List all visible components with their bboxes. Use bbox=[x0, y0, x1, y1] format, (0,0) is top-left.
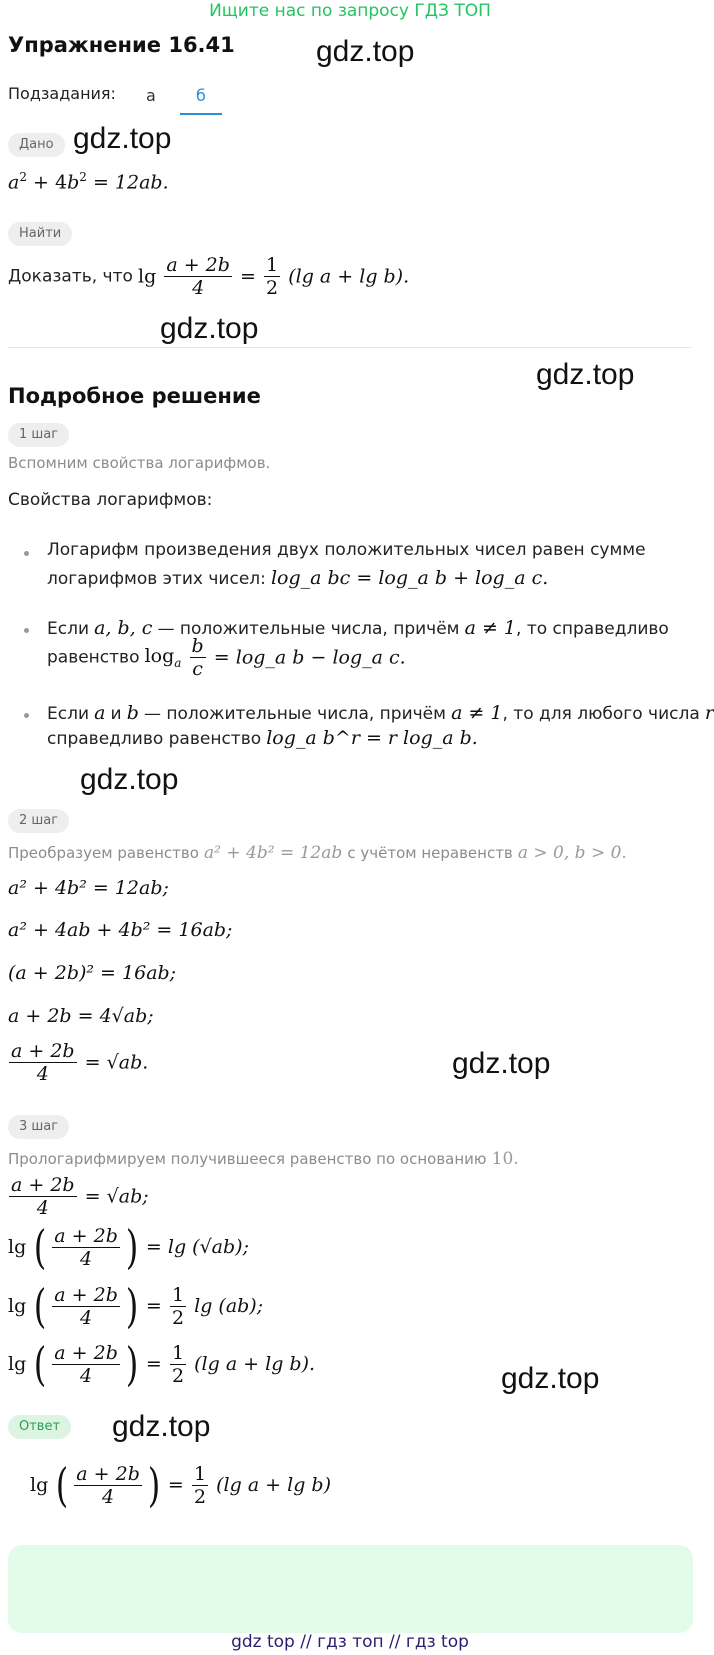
equals: = bbox=[145, 1353, 162, 1375]
fraction bbox=[9, 1040, 77, 1085]
var: a bbox=[94, 702, 106, 724]
denominator: 2 bbox=[266, 277, 279, 299]
given-equation bbox=[8, 170, 169, 193]
step3-intro bbox=[8, 1149, 519, 1169]
denominator: 2 bbox=[171, 1306, 185, 1329]
watermark: gdz.top bbox=[536, 358, 635, 391]
rhs: = lg (√ab); bbox=[145, 1236, 249, 1258]
text: Преобразуем равенство bbox=[8, 844, 199, 862]
bullet3-line1 bbox=[47, 702, 714, 724]
step2-badge: 2 шаг bbox=[8, 809, 69, 833]
denominator: 4 bbox=[36, 1197, 49, 1219]
text: , то справедливо bbox=[516, 619, 669, 639]
text: с учётом неравенств bbox=[347, 844, 513, 862]
vars: a, b, c bbox=[94, 617, 153, 639]
step2-line3: (a + 2b)² = 16ab; bbox=[8, 962, 177, 984]
step2-line4: a + 2b = 4√ab; bbox=[8, 1005, 154, 1027]
watermark: gdz.top bbox=[73, 122, 172, 155]
numerator: a + 2b bbox=[54, 1283, 118, 1306]
answer-badge: Ответ bbox=[8, 1415, 71, 1439]
step1-badge: 1 шаг bbox=[8, 423, 69, 447]
lg: lg bbox=[8, 1236, 27, 1258]
base: 10. bbox=[491, 1149, 519, 1169]
text: Если bbox=[47, 704, 90, 724]
watermark: gdz.top bbox=[112, 1410, 211, 1443]
var: r bbox=[704, 702, 714, 724]
denominator: 2 bbox=[193, 1485, 207, 1508]
numerator: a + 2b bbox=[54, 1224, 118, 1247]
paren: ) bbox=[125, 1337, 139, 1391]
half-fraction bbox=[192, 1463, 208, 1508]
numerator: a + 2b bbox=[11, 1174, 75, 1196]
half-fraction bbox=[170, 1342, 186, 1387]
numerator: 1 bbox=[171, 1341, 185, 1364]
step1-intro: Вспомним свойства логарифмов. bbox=[8, 454, 271, 472]
answer-rest: (lg a + lg b) bbox=[216, 1474, 331, 1496]
numerator: a + 2b bbox=[11, 1040, 75, 1062]
lg: lg bbox=[138, 265, 157, 288]
paren: ( bbox=[34, 1279, 47, 1333]
subtasks-label: Подзадания: bbox=[8, 84, 116, 103]
watermark: gdz.top bbox=[160, 312, 259, 345]
var: b bbox=[126, 702, 139, 724]
rhs: = 12ab. bbox=[92, 171, 169, 194]
var: b bbox=[67, 171, 80, 194]
find-rest: (lg a + lg b). bbox=[288, 265, 410, 288]
numerator: 1 bbox=[266, 254, 279, 276]
step3-line3 bbox=[8, 1279, 264, 1333]
denominator: 4 bbox=[36, 1063, 49, 1085]
bullet3-line2 bbox=[47, 727, 478, 749]
find-prefix: Доказать, что bbox=[8, 266, 133, 287]
half-fraction bbox=[170, 1284, 186, 1329]
text: Если bbox=[47, 619, 90, 639]
rhs: = √ab. bbox=[84, 1051, 149, 1074]
bullet1-text: логарифмов этих чисел: bbox=[47, 569, 266, 589]
page-title: Упражнение 16.41 bbox=[8, 33, 235, 57]
numerator: a + 2b bbox=[166, 254, 230, 276]
half-fraction bbox=[264, 254, 280, 299]
lg: lg bbox=[30, 1474, 49, 1496]
text: — положительные числа, причём bbox=[157, 619, 460, 639]
fraction bbox=[9, 1174, 77, 1219]
rhs: = √ab; bbox=[84, 1185, 149, 1208]
denominator: c bbox=[192, 658, 203, 680]
step2-line5 bbox=[6, 1040, 148, 1085]
plus-term: + 4 bbox=[33, 171, 68, 194]
answer-formula bbox=[30, 1458, 331, 1512]
bullet2-line2 bbox=[47, 635, 406, 680]
neq: a ≠ 1 bbox=[451, 702, 503, 724]
formula: log_a b^r = r log_a b. bbox=[266, 727, 478, 749]
bullet-dot bbox=[24, 551, 29, 556]
footer-links[interactable]: gdz top // гдз топ // гдз top bbox=[231, 1632, 469, 1652]
exponent: 2 bbox=[19, 170, 27, 184]
text: равенство bbox=[47, 647, 140, 668]
divider bbox=[8, 347, 692, 348]
denominator: 4 bbox=[192, 277, 205, 299]
paren: ( bbox=[34, 1220, 47, 1274]
rhs: (lg a + lg b). bbox=[194, 1353, 316, 1375]
text: , то для любого числа bbox=[502, 704, 700, 724]
solution-heading: Подробное решение bbox=[8, 384, 261, 408]
answer-box bbox=[8, 1545, 693, 1633]
denominator: 4 bbox=[102, 1485, 115, 1508]
paren: ) bbox=[125, 1220, 139, 1274]
text: справедливо равенство bbox=[47, 729, 262, 749]
exponent: 2 bbox=[79, 170, 87, 184]
paren: ( bbox=[56, 1458, 69, 1512]
lg: lg bbox=[8, 1353, 27, 1375]
bullet1-line1: Логарифм произведения двух положительных чисел равен сумме bbox=[47, 540, 646, 560]
inequality: a > 0, b > 0. bbox=[517, 843, 627, 863]
bullet-dot bbox=[24, 628, 29, 633]
equals: = bbox=[240, 265, 256, 288]
fraction bbox=[190, 635, 206, 680]
paren: ( bbox=[34, 1337, 47, 1391]
step2-line1: a² + 4b² = 12ab; bbox=[8, 877, 169, 899]
watermark: gdz.top bbox=[501, 1362, 600, 1395]
watermark: gdz.top bbox=[80, 763, 179, 796]
equals: = bbox=[167, 1474, 184, 1496]
step3-badge: 3 шаг bbox=[8, 1115, 69, 1139]
top-banner[interactable]: Ищите нас по запросу ГДЗ ТОП bbox=[209, 1, 491, 21]
find-badge: Найти bbox=[8, 222, 72, 246]
fraction bbox=[164, 254, 232, 299]
given-badge: Дано bbox=[8, 133, 65, 157]
formula-tail: = log_a b − log_a c. bbox=[213, 646, 406, 669]
active-tab-indicator bbox=[180, 113, 222, 115]
denominator: 4 bbox=[80, 1306, 93, 1329]
text: Прологарифмируем получившееся равенство по основанию bbox=[8, 1150, 487, 1168]
step2-line2: a² + 4ab + 4b² = 16ab; bbox=[8, 919, 233, 941]
tab-a[interactable]: а bbox=[146, 86, 156, 105]
neq: a ≠ 1 bbox=[464, 617, 517, 639]
rhs: lg (ab); bbox=[194, 1295, 264, 1317]
step3-line1 bbox=[6, 1174, 149, 1219]
denominator: 4 bbox=[80, 1364, 93, 1387]
fraction bbox=[74, 1463, 142, 1508]
paren: ) bbox=[147, 1458, 161, 1512]
lg: lg bbox=[8, 1295, 27, 1317]
fraction bbox=[52, 1342, 120, 1387]
denominator: 2 bbox=[171, 1364, 185, 1387]
numerator: b bbox=[191, 635, 204, 657]
numerator: a + 2b bbox=[76, 1462, 140, 1485]
step3-line2 bbox=[8, 1220, 249, 1274]
paren: ) bbox=[125, 1279, 139, 1333]
text: и bbox=[110, 704, 122, 724]
numerator: 1 bbox=[171, 1283, 185, 1306]
formula: a² + 4b² = 12ab bbox=[204, 843, 343, 863]
equals: = bbox=[145, 1295, 162, 1317]
denominator: 4 bbox=[80, 1247, 93, 1270]
text: — положительные числа, причём bbox=[143, 704, 446, 724]
log: $\log_a$ bbox=[144, 645, 182, 670]
bullet-dot bbox=[24, 713, 29, 718]
var: a bbox=[8, 171, 20, 194]
step2-intro bbox=[8, 843, 627, 863]
numerator: 1 bbox=[193, 1462, 207, 1485]
bullet1-formula: log_a bc = log_a b + log_a c. bbox=[270, 567, 549, 589]
step3-line4 bbox=[8, 1337, 316, 1391]
tab-b[interactable]: б bbox=[196, 86, 206, 105]
watermark: gdz.top bbox=[316, 35, 415, 68]
numerator: a + 2b bbox=[54, 1341, 118, 1364]
fraction bbox=[52, 1284, 120, 1329]
find-statement bbox=[8, 254, 409, 299]
fraction bbox=[52, 1225, 120, 1270]
watermark: gdz.top bbox=[452, 1047, 551, 1080]
step1-subheading: Свойства логарифмов: bbox=[8, 490, 213, 510]
bullet1-line2 bbox=[47, 567, 548, 589]
